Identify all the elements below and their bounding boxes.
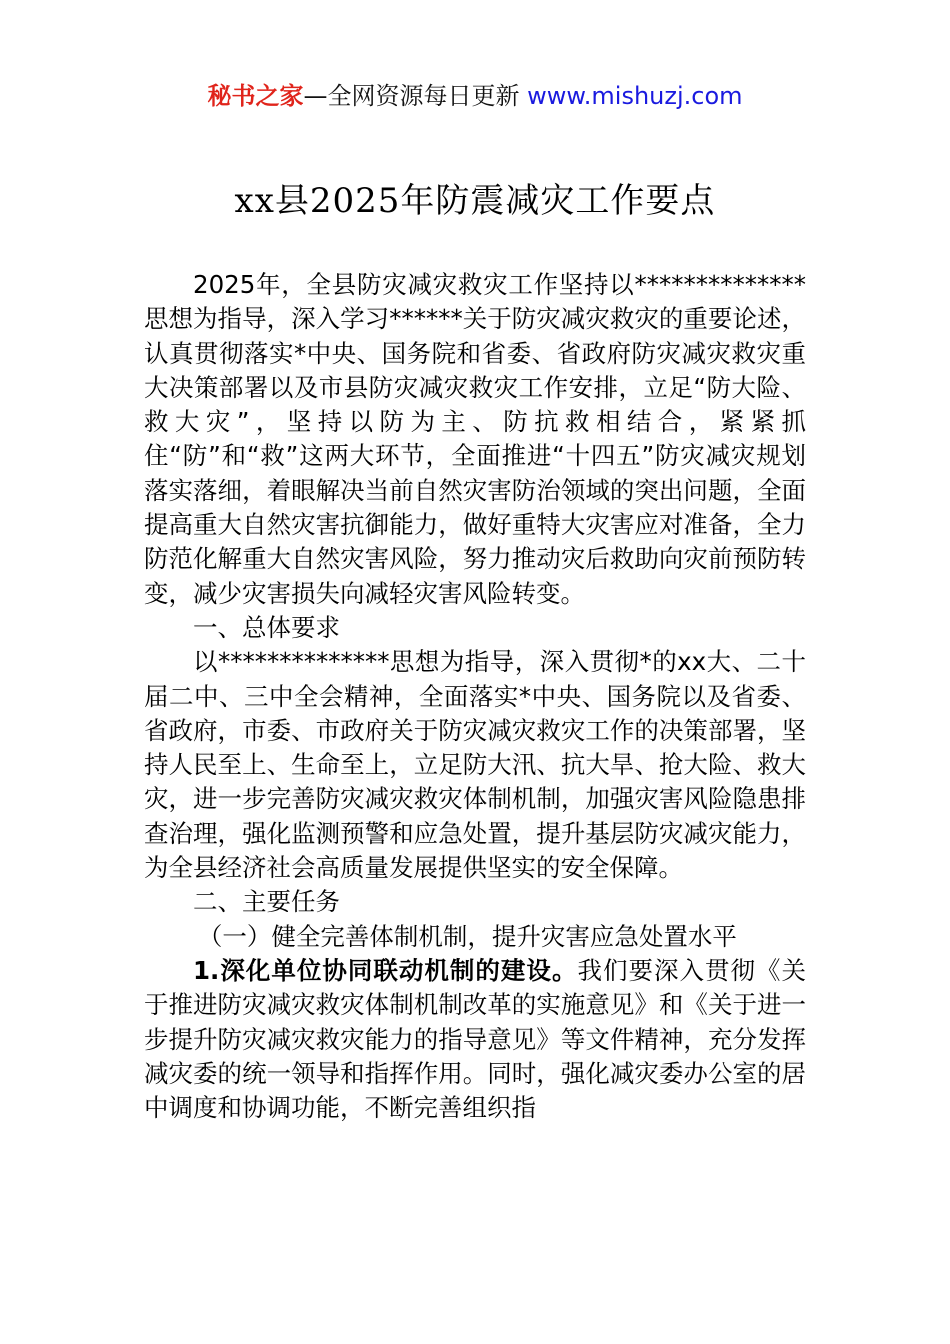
paragraph-intro: 2025年，全县防灾减灾救灾工作坚持以**************思想为指导，深入学习******关于防灾减灾救灾的重要论述，认真贯彻落实*中央、国务院和省委、省政府防灾减灾救灾重大决策部署以及市县防灾减灾救灾工作安排，立足“防大险、救大灾”，坚持以防为主、防抗救相结合，紧紧抓住“防”和“救”这两大环节，全面推进“十四五”防灾减灾规划落实落细，着眼解决当前自然灾害防治领域的突出问题，全面提高重大自然灾害抗御能力，做好重特大灾害应对准备，全力防范化解重大自然灾害风险，努力推动灾后救助向灾前预防转变，减少灾害损失向减轻灾害风险转变。 (144, 270, 806, 608)
site-name: 秘书之家 (207, 82, 304, 110)
section-heading-general-requirements: 一、总体要求 (193, 612, 340, 642)
section-heading-main-tasks: 二、主要任务 (193, 887, 340, 917)
subsection-heading-1: （一）健全完善体制机制，提升灾害应急处置水平 (197, 921, 737, 951)
item-1-text: 我们要深入贯彻《关于推进防灾减灾救灾体制机制改革的实施意见》和《关于进一步提升防灾减灾救灾能力的指导意见》等文件精神，充分发挥减灾委的统一领导和指挥作用。同时，强化减灾委办公室的居中调度和协调功能，不断完善组织指 (144, 955, 807, 1123)
document-body (144, 268, 806, 1125)
paragraph-item-1 (144, 954, 806, 1125)
item-1-lead: 1.深化单位协同联动机制的建设。 (193, 955, 578, 985)
paragraph-general-requirements: 以**************思想为指导，深入贯彻*的xx大、二十届二中、三中全会精神，全面落实*中央、国务院以及省委、省政府，市委、市政府关于防灾减灾救灾工作的决策部署，坚持人民至上、生命至上，立足防大汛、抗大旱、抢大险、救大灾，进一步完善防灾减灾救灾体制机制，加强灾害风险隐患排查治理，强化监测预警和应急处置，提升基层防灾减灾能力，为全县经济社会高质量发展提供坚实的安全保障。 (144, 647, 806, 883)
site-slogan: —全网资源每日更新 (303, 82, 520, 110)
document-title: xx县2025年防震减灾工作要点 (234, 181, 716, 221)
site-header (0, 78, 950, 114)
site-url-link[interactable]: www.mishuzj.com (527, 82, 743, 110)
